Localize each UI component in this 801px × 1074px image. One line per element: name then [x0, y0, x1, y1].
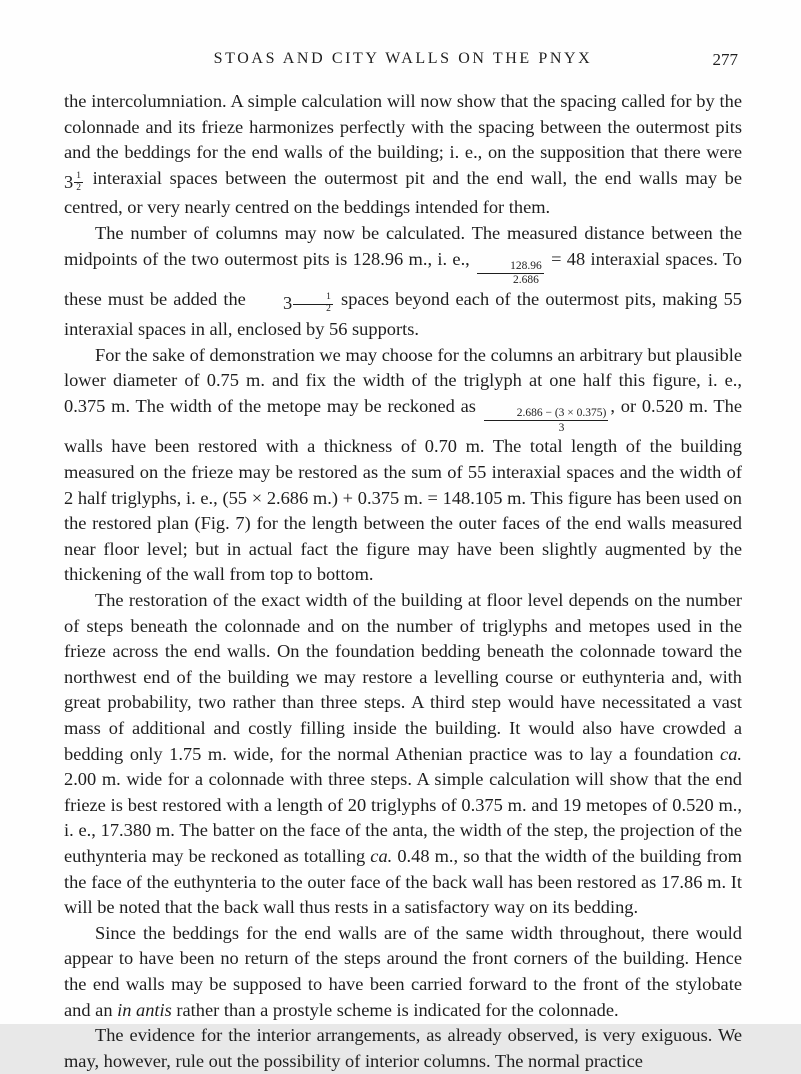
page-content: [64, 50, 742, 1074]
running-head: [64, 50, 742, 74]
paragraph: The evidence for the interior arrangements, as already observed, is very exiguous. We may, however, rule out the possibility of interior columns. The normal practice: [64, 1025, 742, 1071]
inline-fraction: 3 $\frac{1}{2}$: [64, 170, 81, 193]
inline-fraction: $\frac{2.686 - (3 \times 0.375)}{3}$: [482, 407, 611, 435]
inline-fraction: $\frac{128.96}{2.686}$: [475, 260, 546, 288]
page-number: 277: [712, 50, 738, 69]
paragraph: For the sake of demonstration we may choose for the columns an arbitrary but plausible lower diameter of 0.75 m. and fix the width of the triglyph at one half this figure, i. e., 0.375 m. The width of the metope may be reckoned as $\frac{2.686 - (3 \times 0.375)}{3}$ , or 0.520 m. The walls have been restored with a thickness of 0.70 m. The total length of the building measured on the frieze may be restored as the sum of 55 interaxial spaces and the width of 2 half triglyphs, i. e., (55 × 2.686 m.) + 0.375 m. = 148.105 m. This figure has been used on the restored plan (Fig. 7) for the length between the outer faces of the end walls measured near floor level; but in actual fact the figure may have been slightly augmented by the thickening of the wall from top to bottom.: [64, 344, 742, 585]
paragraph: Since the beddings for the end walls are of the same width throughout, there would appear to have been no return of the steps around the front corners of the building. Hence the end walls may be supposed to have been carried forward to the front of the stylobate and an in antis rather than a prostyle scheme is indicated for the colonnade.: [64, 922, 742, 1020]
italic-term: ca.: [720, 743, 742, 764]
paragraph: The restoration of the exact width of the building at floor level depends on the number of steps beneath the colonnade and on the number of triglyphs and metopes used in the frieze across the end walls. On the foundation bedding beneath the colonnade toward the northwest end of the building we may restore a levelling course or euthynteria and, with great probability, two rather than three steps. A third step would have necessitated a vast mass of additional and costly filling inside the building. It would also have crowded a bedding only 1.75 m. wide, for the normal Athenian practice was to lay a foundation ca. 2.00 m. wide for a colonnade with three steps. A simple calculation will show that the end frieze is best restored with a length of 20 triglyphs of 0.375 m. and 19 metopes of 0.520 m., i. e., 17.380 m. The batter on the face of the anta, the width of the step, the projection of the euthynteria may be reckoned as totalling ca. 0.48 m., so that the width of the building from the face of the euthynteria to the outer face of the back wall has been restored as 17.86 m. It will be noted that the back wall thus rests in a satisfactory way on its bedding.: [64, 590, 742, 918]
body-text: [64, 89, 742, 1074]
paragraph: the intercolumniation. A simple calculation will now show that the spacing called for by the colonnade and its frieze harmonizes perfectly with the spacing between the outermost pits and the beddings for the end walls of the building; i. e., on the supposition that there were 3 $\frac{1}{2}$ interaxial spaces between the outermost pit and the end wall, the end walls may be centred, or very nearly centred on the beddings intended for them.: [64, 91, 742, 218]
running-head-title: STOAS AND CITY WALLS ON THE PNYX: [213, 50, 593, 67]
paragraph: The number of columns may now be calculated. The measured distance between the midpoints of the two outermost pits is 128.96 m., i. e., $\frac{128.96}{2.686}$ = 48 interaxial spaces. To these must be added the 3 $\frac{1}{2}$ spaces beyond each of the outermost pits, making 55 interaxial spaces in all, enclosed by 56 supports.: [64, 222, 743, 339]
italic-term: ca.: [370, 845, 393, 866]
inline-fraction: 3 $\frac{1}{2}$: [282, 292, 331, 315]
italic-term: in antis: [117, 999, 172, 1020]
